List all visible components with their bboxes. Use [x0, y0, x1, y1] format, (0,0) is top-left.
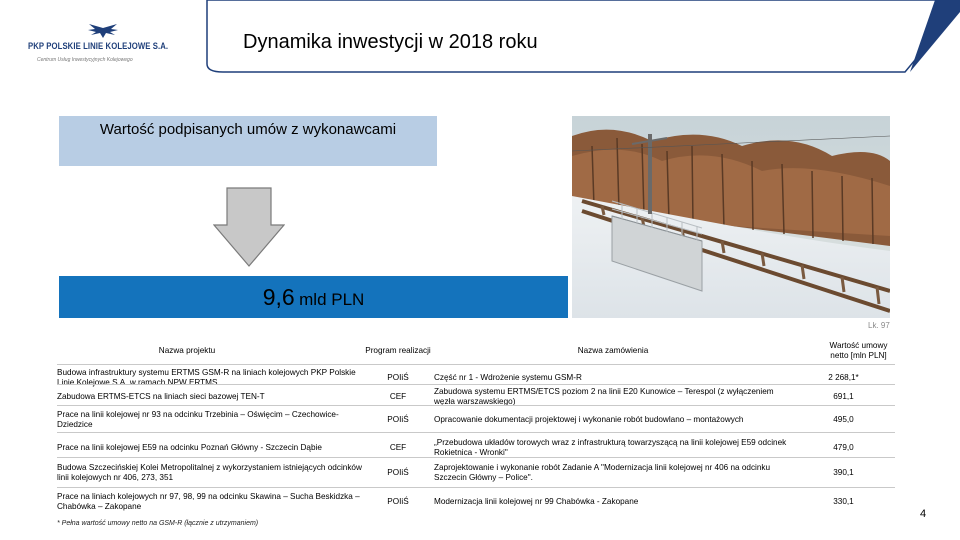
railway-bridge-photo [572, 116, 890, 318]
row-project: Budowa Szczecińskiej Kolei Metropolitalnej z wykorzystaniem istniejących odcinków linii kolejowych nr 406, 273, 351 [57, 462, 362, 482]
row-program: POIiŚ [387, 372, 409, 382]
row-value: 390,1 [833, 467, 854, 477]
row-value: 330,1 [833, 496, 854, 506]
total-value: 9,6 [262, 284, 295, 310]
page-number: 4 [920, 508, 927, 520]
title-bar [205, 0, 960, 78]
photo-caption: Lk. 97 [868, 321, 890, 330]
table-header [57, 336, 895, 366]
header-value: Wartość umowy netto [mln PLN] [829, 341, 888, 360]
contracts-label: Wartość podpisanych umów z wykonawcami [99, 121, 397, 138]
row-program: CEF [389, 391, 407, 401]
row-value: 479,0 [833, 442, 854, 452]
row-order: „Przebudowa układów torowych wraz z infrastrukturą towarzyszącą na linii kolejowej E59 odcinek Rokietnica - Wronki" [434, 437, 787, 457]
company-logo [28, 22, 178, 72]
footnote: * Pełna wartość umowy netto na GSM-R (łącznie z utrzymaniem) [57, 520, 259, 527]
row-value: 691,1 [833, 391, 854, 401]
row-project: Budowa infrastruktury systemu ERTMS GSM-R na liniach kolejowych PKP Polskie Linie Kolejowe S.A. w ramach NPW ERTMS [57, 367, 356, 387]
table-row [57, 405, 895, 433]
logo-subtitle: Centrum Usług Inwestycyjnych Kolejowego [37, 57, 133, 63]
row-program: POIiŚ [387, 496, 409, 506]
row-program: CEF [389, 442, 407, 452]
table-row [57, 457, 895, 487]
row-value: 495,0 [833, 414, 854, 424]
row-order: Zaprojektowanie i wykonanie robót Zadanie A "Modernizacja linii kolejowej nr 406 na odcinku Szczecin Główny – Police". [434, 462, 771, 482]
row-project: Zabudowa ERTMS-ETCS na liniach sieci bazowej TEN-T [57, 391, 265, 401]
total-value-box [59, 276, 568, 318]
header-order: Nazwa zamówienia [577, 346, 649, 355]
header-program: Program realizacji [365, 346, 431, 355]
row-order: Część nr 1 - Wdrożenie systemu GSM-R [434, 372, 582, 382]
row-program: POIiŚ [387, 414, 409, 424]
arrow-down-icon [213, 187, 285, 267]
row-project: Prace na linii kolejowej E59 na odcinku Poznań Główny - Szczecin Dąbie [57, 442, 322, 452]
page-title: Dynamika inwestycji w 2018 roku [243, 31, 538, 53]
row-order: Modernizacja linii kolejowej nr 99 Chabówka - Zakopane [434, 496, 639, 506]
row-project: Prace na linii kolejowej nr 93 na odcinku Trzebinia – Oświęcim – Czechowice-Dziedzice [57, 409, 339, 429]
row-project: Prace na liniach kolejowych nr 97, 98, 99 na odcinku Skawina – Sucha Beskidzka – Chabówka – Zakopane [57, 491, 360, 511]
row-value: 2 268,1* [828, 372, 859, 382]
table-row [57, 487, 895, 515]
row-program: POIiŚ [387, 467, 409, 477]
contracts-label-box [59, 116, 437, 166]
header-project: Nazwa projektu [158, 346, 216, 355]
row-order: Zabudowa systemu ERTMS/ETCS poziom 2 na linii E20 Kunowice – Terespol (z wyłączeniem węzła warszawskiego) [434, 386, 774, 406]
total-value-unit: mld PLN [299, 290, 365, 309]
logo-wings-icon [87, 22, 119, 40]
row-order: Opracowanie dokumentacji projektowej i wykonanie robót budowlano – montażowych [434, 414, 744, 424]
logo-text: PKP POLSKIE LINIE KOLEJOWE S.A. [28, 41, 169, 51]
